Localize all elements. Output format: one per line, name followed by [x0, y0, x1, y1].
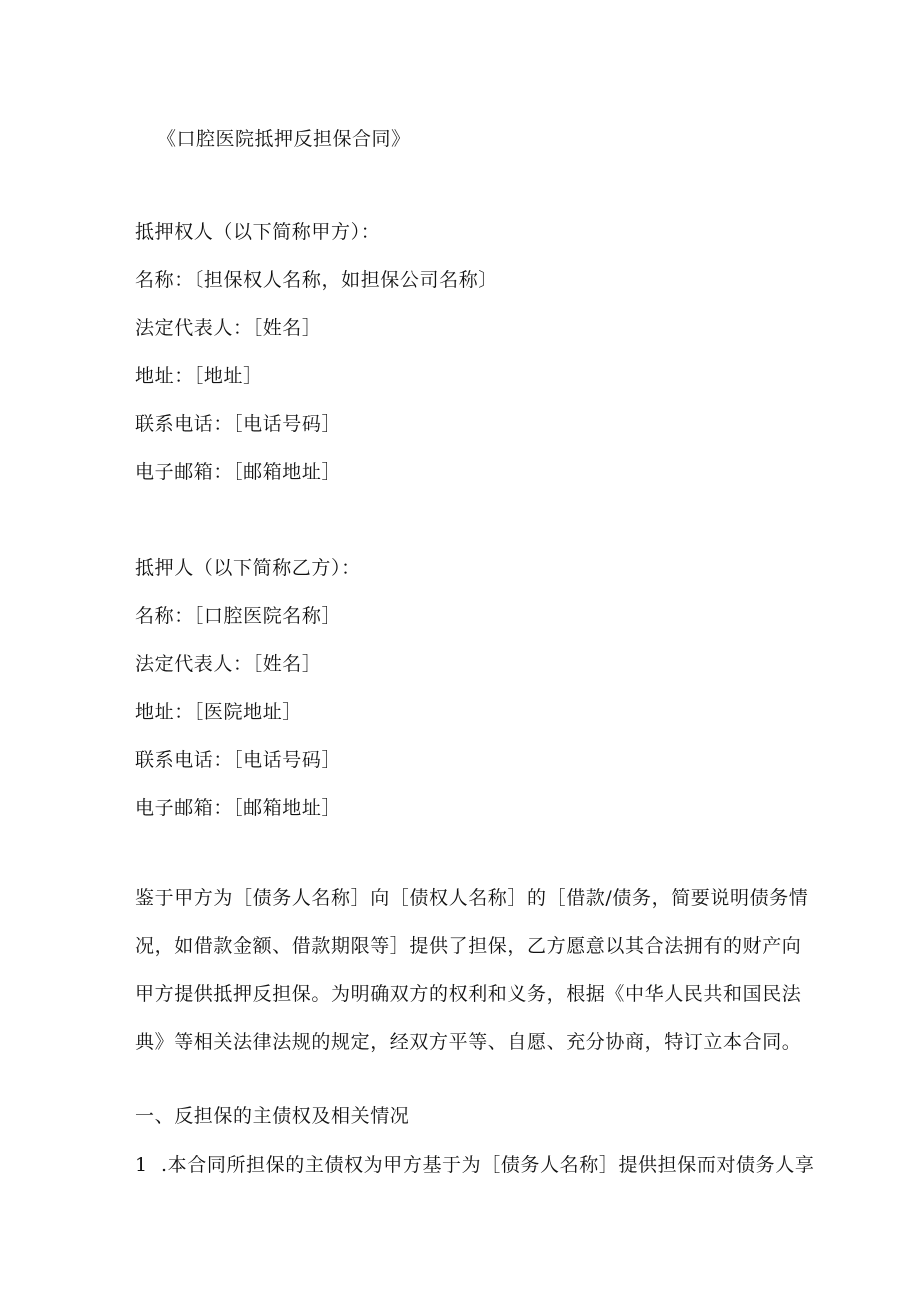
party-a-email: 电子邮箱：［邮箱地址］	[135, 461, 342, 483]
section-1-heading: 一、反担保的主债权及相关情况	[135, 1105, 410, 1127]
section-1-item-1	[135, 1150, 814, 1177]
party-a-name: 名称：〔担保权人名称，如担保公司名称〕	[135, 269, 498, 291]
preamble-line: 况，如借款金额、借款期限等］提供了担保，乙方愿意以其合法拥有的财产向	[135, 935, 802, 957]
preamble-line: 典》等相关法律法规的规定，经双方平等、自愿、充分协商，特订立本合同。	[135, 1031, 802, 1053]
party-b-email: 电子邮箱：［邮箱地址］	[135, 797, 342, 819]
party-b-legal-rep: 法定代表人：［姓名］	[135, 653, 322, 675]
preamble-line: 鉴于甲方为［债务人名称］向［债权人名称］的［借款/债务，简要说明债务情	[135, 887, 809, 909]
party-a-address: 地址：［地址］	[135, 365, 263, 387]
party-a-heading: 抵押权人（以下简称甲方）：	[135, 221, 381, 243]
party-a-phone: 联系电话：［电话号码］	[135, 413, 342, 435]
party-b-name: 名称：［口腔医院名称］	[135, 605, 342, 627]
party-b-heading: 抵押人（以下简称乙方）：	[135, 557, 361, 579]
party-a-legal-rep: 法定代表人：［姓名］	[135, 317, 322, 339]
document-title: 《口腔医院抵押反担保合同》	[157, 128, 411, 150]
party-b-address: 地址：［医院地址］	[135, 701, 302, 723]
item-number: 1	[135, 1154, 148, 1176]
preamble-paragraph	[135, 874, 809, 1066]
item-text: .本合同所担保的主债权为甲方基于为［债务人名称］提供担保而对债务人享	[161, 1154, 815, 1176]
preamble-line: 甲方提供抵押反担保。为明确双方的权利和义务，根据《中华人民共和国民法	[135, 983, 802, 1005]
party-b-phone: 联系电话：［电话号码］	[135, 749, 342, 771]
